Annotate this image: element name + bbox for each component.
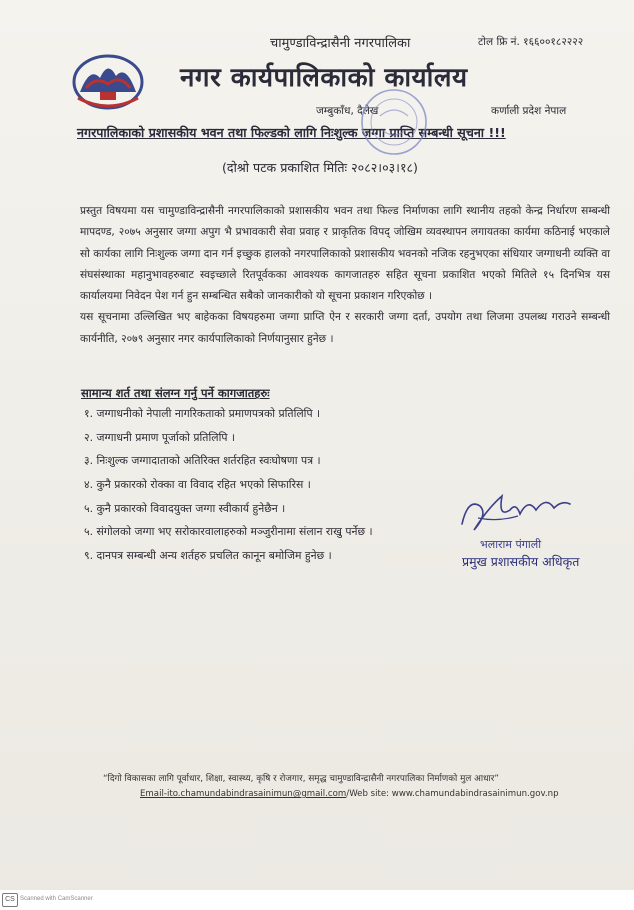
notice-subject: नगरपालिकाको प्रशासकीय भवन तथा फिल्डको लागि निःशुल्क जग्गा प्राप्ति सम्बन्धी सूचना !!!: [77, 125, 506, 140]
list-item: ५. कुनै प्रकारको विवादयुक्त जग्गा स्वीकार्य हुनेछैन ।: [84, 501, 286, 515]
camscanner-logo-icon: CS: [2, 893, 18, 907]
office-stamp-icon: [358, 84, 430, 162]
signatory-title: प्रमुख प्रशासकीय अधिकृत: [462, 554, 580, 569]
toll-free-number: टोल फ्रि नं. १६६००१८२२२२: [478, 36, 584, 48]
list-item: ३. निःशुल्क जग्गादाताको अतिरिक्त शर्तरहित स्वःघोषणा पत्र ।: [84, 454, 321, 468]
footer-contact: [140, 789, 559, 799]
office-location: जम्बुकाँध, दैलेख: [316, 105, 379, 117]
website-text: /Web site: www.chamundabindrasainimun.gov.np: [346, 789, 559, 799]
signatory-name: भलाराम पंगाली: [480, 538, 542, 551]
province-name: कर्णाली प्रदेश नेपाल: [491, 105, 567, 117]
handwritten-signature-icon: [458, 488, 576, 538]
body-paragraph: यस सूचनामा उल्लिखित भए बाहेकका विषयहरुमा जग्गा प्राप्ति ऐन र सरकारी जग्गा दर्ता, उपयोग तथा लिजमा उपलब्ध गराउने सम्बन्धी कार्यनीति, २०७९ अनुसार नगर कार्यपालिकाको निर्णयानुसार हुनेछ ।: [80, 311, 610, 345]
nepal-emblem-icon: [70, 52, 146, 114]
list-item: ४. कुनै प्रकारको रोक्का वा विवाद रहित भएको सिफारिस ।: [84, 478, 311, 492]
email-link[interactable]: Email-ito.chamundabindrasainimun@gmail.com: [140, 789, 347, 799]
scanner-watermark: Scanned with CamScanner: [20, 896, 93, 902]
list-item: ५. संगोलको जग्गा भए सरोकारवालाहरुको मञ्जुरीनामा संलान राखु पर्नेछ ।: [84, 525, 373, 539]
conditions-heading: सामान्य शर्त तथा संलग्न गर्नु पर्ने कागजातहरुः: [81, 386, 270, 400]
publication-date: (दोश्रो पटक प्रकाशित मितिः २०८२।०३।१८): [222, 160, 418, 175]
municipality-name: चामुण्डाविन्द्रासैनी नगरपालिका: [270, 36, 411, 51]
conditions-list: [84, 402, 373, 568]
list-item: २. जग्गाधनी प्रमाण पूर्जाको प्रतिलिपि ।: [84, 430, 236, 444]
list-item: ९. दानपत्र सम्बन्धी अन्य शर्तहरु प्रचलित कानून बमोजिम हुनेछ ।: [84, 549, 332, 563]
list-item: १. जग्गाधनीको नेपाली नागरिकताको प्रमाणपत्रको प्रतिलिपि ।: [84, 407, 321, 420]
body-paragraph: प्रस्तुत विषयमा यस चामुण्डाविन्द्रासैनी नगरपालिकाको प्रशासकीय भवन तथा फिल्ड निर्माणका लागि स्थानीय तहको केन्द्र निर्धारण सम्बन्धी मापदण्ड, २०७५ अनुसार जग्गा अपुग भै प्रभावकारी सेवा प्रवाह र प्राकृतिक विपद् जोखिम व्यवस्थापन लगायतका कार्यमा कठिनाई भएकाले सो कार्यका लागि निःशुल्क जग्गा दान गर्न इच्छुक हालको नगरपालिकाको प्रशासकीय भवनको नजिक रहनुभएका संधियार जग्गाधनी व्यक्ति वा संघसंस्थाका महानुभावहरुबाट स्वइच्छाले रितपूर्वकका आवश्यक कागजातहरु सहित सूचना प्रकाशित भएको मितिले १५ दिनभित्र यस कार्यालयमा निवेदन पेश गर्न हुन सम्बन्धित सबैको जानकारीको यो सूचना प्रकाशन गरिएकोछ ।: [80, 205, 611, 303]
scanner-footer: [0, 890, 634, 910]
office-title: नगर कार्यपालिकाको कार्यालय: [180, 63, 468, 93]
notice-body: [80, 201, 610, 350]
footer-motto: “दिगो विकासका लागि पूर्वाधार, शिक्षा, स्वास्थ्य, कृषि र रोजगार, समृद्ध चामुण्डाविन्द्रासैनी नगरपालिका निर्माणको मुल आधार”: [103, 774, 499, 784]
